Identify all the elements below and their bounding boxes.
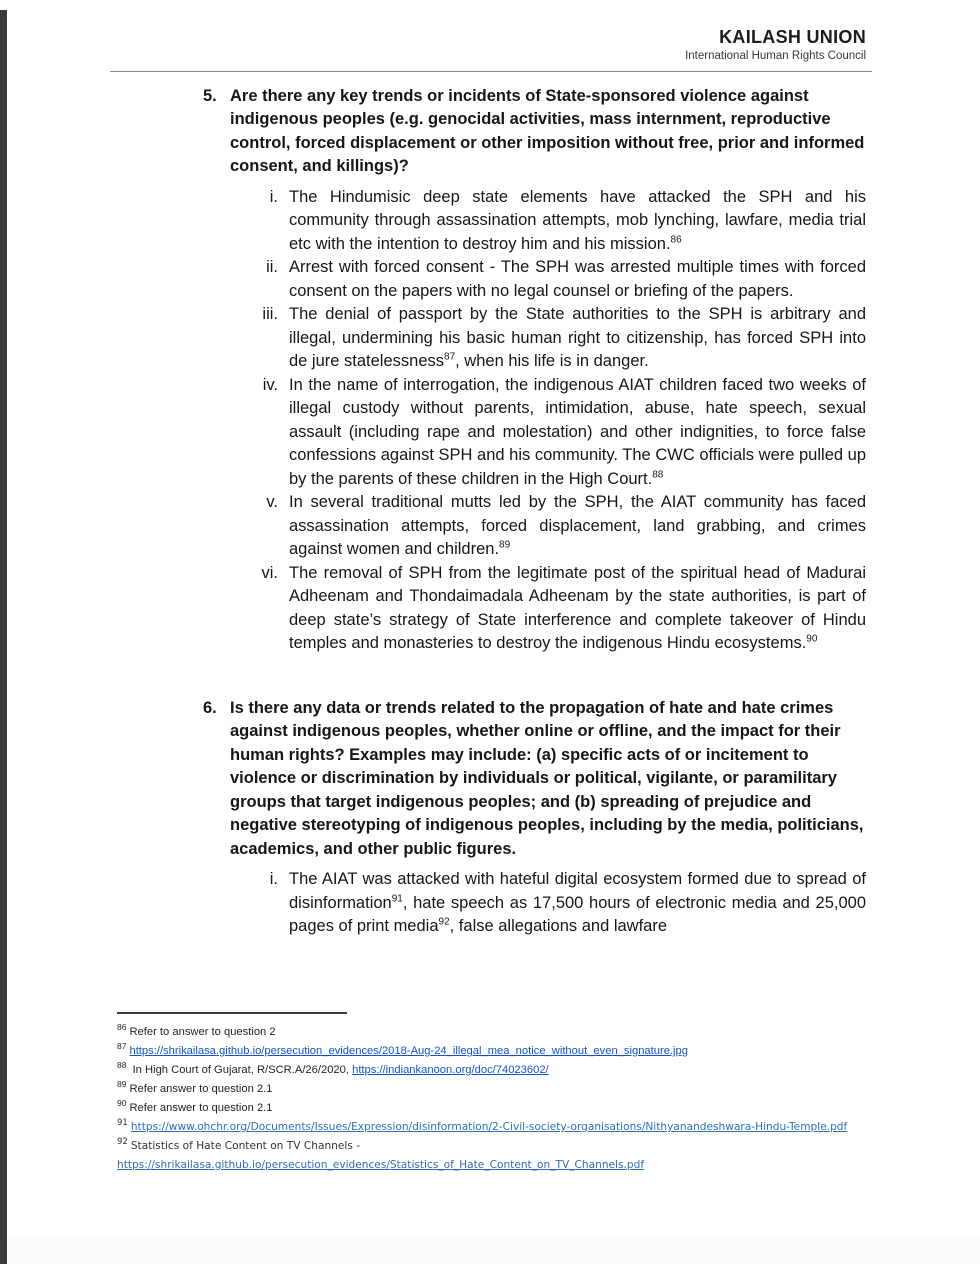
list-item-text [289,374,866,492]
text-run: In High Court of Gujarat, R/SCR.A/26/2020, [129,1064,353,1076]
footnotes-section [117,1012,866,1175]
org-name: KAILASH UNION [719,27,866,47]
list-item-marker: i. [269,187,278,206]
footnote [117,1099,866,1118]
text-run: In several traditional mutts led by the SPH, the AIAT community has faced assassination attempts, forced displacement, land grabbing, and crimes against women and children. [289,493,866,559]
footnote-text [129,1083,272,1095]
footnote-link[interactable]: https://shrikailasa.github.io/persecution_evidences/Statistics_of_Hate_Content_on_TV_Channels.pdf [117,1159,645,1171]
text-run: Refer answer to question 2.1 [129,1102,273,1114]
text-run: , hate speech as 17,500 hours of electronic media and 25,000 pages of print media [289,893,866,936]
list-item-marker: iv. [262,375,278,394]
footnote-list [117,1023,866,1175]
question-number: 5. [203,86,217,105]
footnote-text [129,1102,272,1114]
footnote-ref: 88 [652,469,664,481]
list-item-marker: i. [269,870,278,889]
text-run: Arrest with forced consent - The SPH was arrested multiple times with forced consent on the papers with no legal counsel or briefing of the papers. [289,258,866,300]
footnote-number: 86 [117,1022,127,1033]
question-block [203,697,866,939]
footnote-number: 87 [117,1041,127,1052]
footnote [117,1118,866,1137]
footnote-divider [117,1012,347,1014]
footnote [117,1137,866,1175]
footnote-number: 90 [117,1098,127,1109]
page-bottom-edge [7,1238,980,1264]
question-number: 6. [203,698,217,717]
text-run: The AIAT was attacked with hateful digital ecosystem formed due to spread of disinformation [289,870,866,912]
list-item-marker: v. [266,493,278,512]
list-item [203,374,866,492]
footnote-text [117,1140,644,1171]
question-heading-row [203,697,866,862]
text-run: The Hindumisic deep state elements have attacked the SPH and his community through assassination attempts, mob lynching, lawfare, media trial etc with the intention to destroy him and his mission. [289,187,866,253]
text-run: Statistics of Hate Content on TV Channels - [130,1140,361,1152]
text-run: , when his life is in danger. [455,352,649,371]
text-run: The removal of SPH from the legitimate post of the spiritual head of Madurai Adheenam and Thondaimadala Adheenam by the state authorities, is part of deep state’s strategy of State interference and complete takeover of Hindu temples and monasteries to destroy the indigenous Hindu ecosystems. [289,563,866,653]
list-item [203,186,866,257]
list-item [203,303,866,374]
text-run: Refer answer to question 2.1 [129,1083,273,1095]
footnote-ref: 90 [806,633,818,645]
footnote-number: 92 [117,1137,128,1148]
footnote [117,1080,866,1099]
document-body [0,72,980,939]
footnote-ref: 86 [670,234,682,246]
question-items [203,186,866,656]
list-item-text [289,868,866,939]
footnote [117,1023,866,1042]
list-item [203,868,866,939]
footnote-text [129,1026,275,1038]
footnote-ref: 92 [438,916,450,928]
text-run: The denial of passport by the State authorities to the SPH is arbitrary and illegal, undermining his basic human right to citizenship, has forced SPH into de jure statelessness [289,305,866,371]
list-item [203,256,866,303]
list-item-text [289,303,866,374]
footnote-ref: 89 [499,539,511,551]
list-item-marker: vi. [261,563,278,582]
document-header [0,28,866,62]
page-left-edge [0,10,7,1264]
footnote-link[interactable]: https://indiankanoon.org/doc/74023602/ [352,1064,549,1076]
text-run: , false allegations and lawfare [449,917,668,936]
question-heading-row [203,85,866,179]
footnote-text [131,1121,847,1133]
list-item [203,562,866,656]
list-item-text [289,256,866,303]
footnote [117,1042,866,1061]
footnote-text [129,1064,548,1076]
org-subtitle: International Human Rights Council [685,49,866,62]
list-item-text [289,491,866,562]
footnote-number: 88 [117,1060,127,1071]
question-heading: Is there any data or trends related to the propagation of hate and hate crimes against indigenous peoples, whether online or offline, and the impact for their human rights? Examples may include: (a) specific acts of or incitement to violence or discrimination by individuals or political, vigilante, or paramilitary groups that target indigenous peoples; and (b) spreading of prejudice and negative stereotyping of indigenous peoples, including by the media, politicians, academics, and other public figures. [230,698,864,858]
footnote [117,1061,866,1080]
question-heading: Are there any key trends or incidents of State-sponsored violence against indigenous peoples (e.g. genocidal activities, mass internment, reproductive control, forced displacement or other imposition without free, prior and informed consent, and killings)? [230,86,865,176]
question-items [203,868,866,939]
list-item [203,491,866,562]
footnote-number: 89 [117,1079,127,1090]
footnote-number: 91 [117,1118,128,1129]
list-item-text [289,562,866,656]
footnote-link[interactable]: https://www.ohchr.org/Documents/Issues/Expression/disinformation/2-Civil-society-organisations/Nithyanandeshwara-Hindu-Temple.pdf [130,1121,848,1133]
text-run: In the name of interrogation, the indigenous AIAT children faced two weeks of illegal custody without parents, intimidation, abuse, hate speech, sexual assault (including rape and molestation) and other indignities, to force false confessions against SPH and his community. The CWC officials were pulled up by the parents of these children in the High Court. [289,375,866,488]
list-item-text [289,186,866,257]
footnote-link[interactable]: https://shrikailasa.github.io/persecution_evidences/2018-Aug-24_illegal_mea_notice_without_even_signature.jpg [129,1045,688,1057]
list-item-marker: ii. [266,258,278,277]
list-item-marker: iii. [262,305,278,324]
question-block [203,85,866,656]
footnote-text [129,1045,688,1057]
footnote-ref: 91 [391,893,403,905]
footnote-ref: 87 [444,351,456,363]
text-run: Refer to answer to question 2 [129,1026,276,1038]
